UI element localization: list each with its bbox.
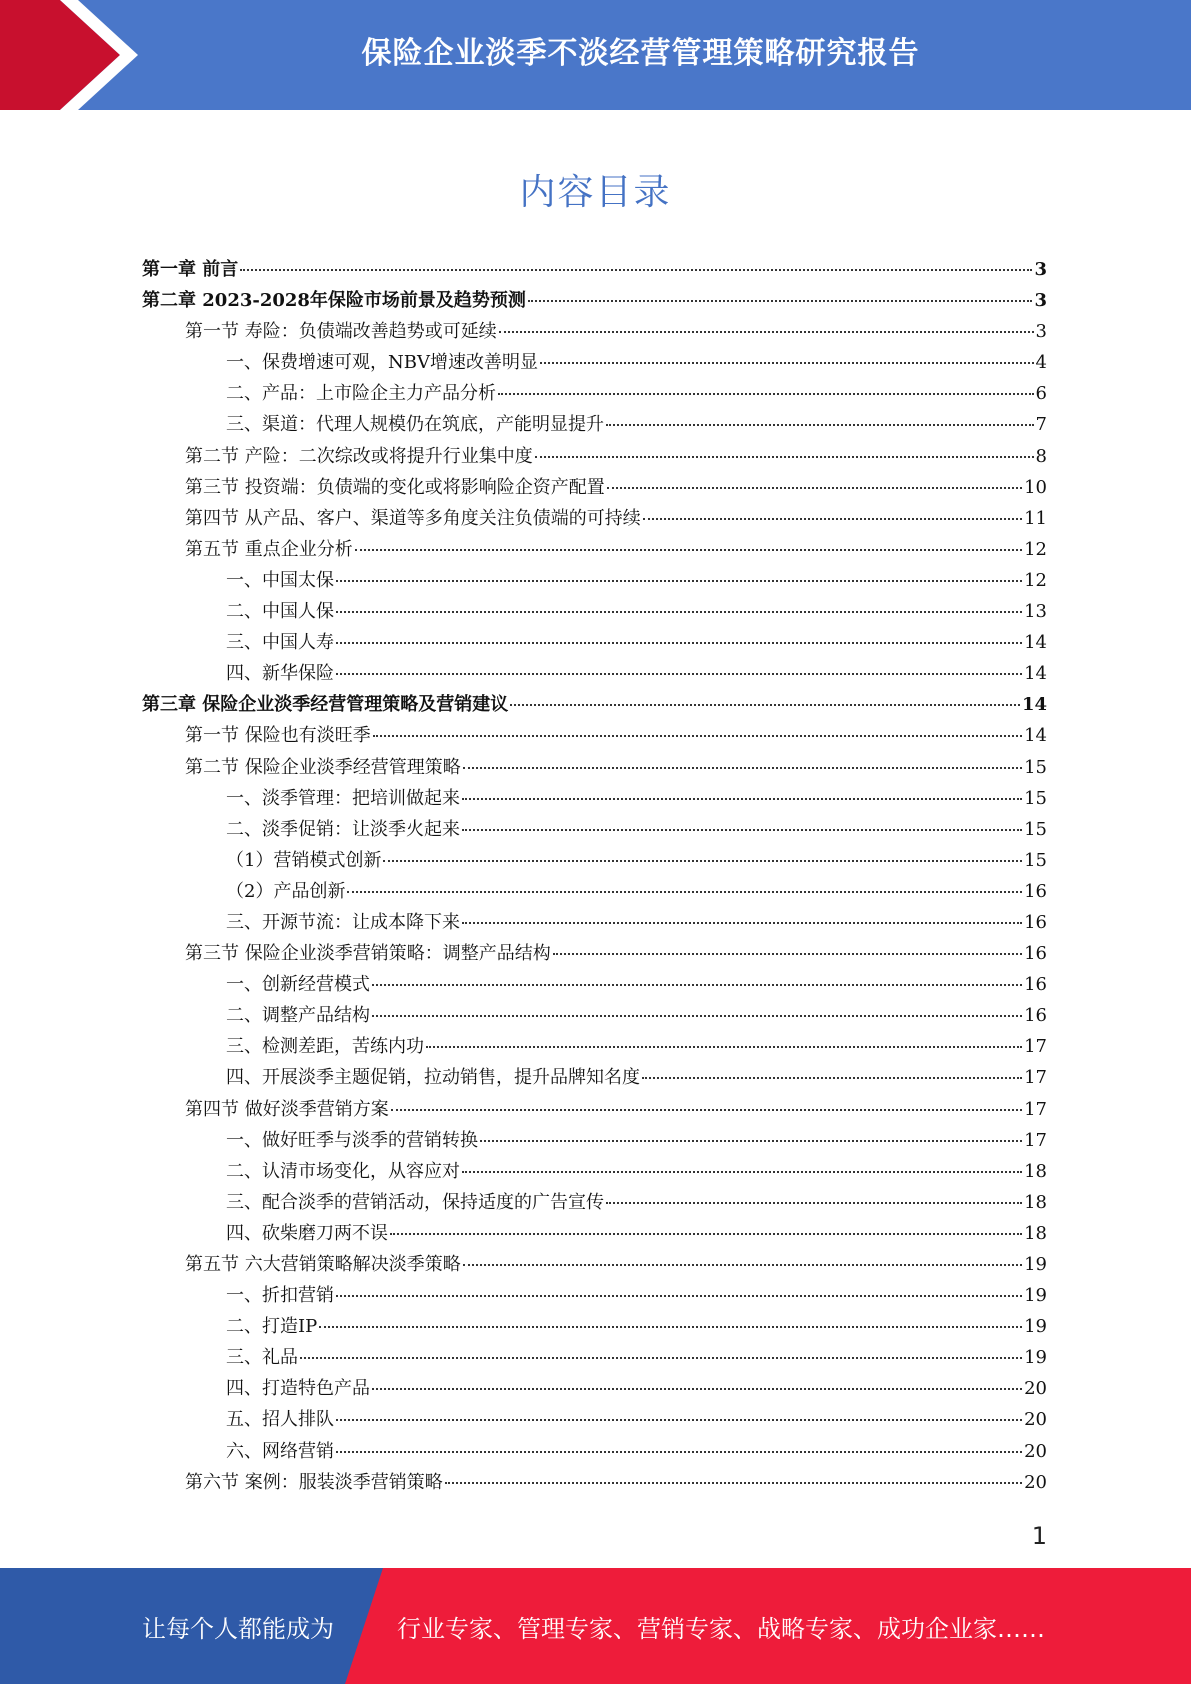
toc-entry[interactable] — [0, 347, 1191, 378]
toc-entry-title: 四、新华保险 — [226, 663, 334, 685]
toc-leader-dots — [336, 642, 1022, 644]
toc-entry-title: 第二节 保险企业淡季经营管理策略 — [185, 756, 461, 778]
toc-entry-title: 一、中国太保 — [226, 569, 334, 591]
toc-entry-page: 18 — [1024, 1191, 1047, 1213]
toc-entry-title: 一、创新经营模式 — [226, 974, 370, 996]
toc-entry-page: 14 — [1024, 632, 1047, 654]
toc-entry-title: 第二节 产险：二次综改或将提升行业集中度 — [185, 445, 533, 467]
toc-leader-dots — [347, 891, 1022, 893]
toc-entry-page: 15 — [1024, 756, 1047, 778]
toc-entry-title: 三、配合淡季的营销活动，保持适度的广告宣传 — [226, 1191, 604, 1213]
toc-entry-title: 一、保费增速可观，NBV增速改善明显 — [226, 352, 538, 374]
toc-entry-page: 17 — [1024, 1098, 1047, 1120]
toc-entry-page: 17 — [1024, 1129, 1047, 1151]
toc-entry[interactable] — [0, 876, 1191, 907]
toc-entry[interactable] — [0, 689, 1191, 720]
table-of-contents — [0, 254, 1191, 1498]
toc-entry-page: 20 — [1024, 1378, 1047, 1400]
toc-entry-page: 18 — [1024, 1160, 1047, 1182]
toc-entry-page: 12 — [1024, 538, 1047, 560]
toc-entry-title: （2）产品创新 — [226, 880, 346, 902]
toc-leader-dots — [463, 1264, 1022, 1266]
toc-entry-title: 第二章 2023-2028年保险市场前景及趋势预测 — [142, 290, 526, 312]
toc-leader-dots — [300, 1357, 1022, 1359]
toc-leader-dots — [462, 922, 1022, 924]
toc-entry[interactable] — [0, 1000, 1191, 1031]
toc-entry-title: 第一节 保险也有淡旺季 — [185, 725, 371, 747]
toc-entry-title: 第六节 案例：服装淡季营销策略 — [185, 1471, 443, 1493]
toc-entry-page: 20 — [1024, 1440, 1047, 1462]
toc-entry[interactable] — [0, 658, 1191, 689]
toc-leader-dots — [336, 580, 1022, 582]
toc-entry[interactable] — [0, 316, 1191, 347]
toc-leader-dots — [372, 1388, 1022, 1390]
toc-entry-title: 二、淡季促销：让淡季火起来 — [226, 818, 460, 840]
toc-entry-page: 16 — [1024, 880, 1047, 902]
toc-entry[interactable] — [0, 1467, 1191, 1498]
toc-entry[interactable] — [0, 285, 1191, 316]
toc-leader-dots — [336, 1451, 1022, 1453]
toc-leader-dots — [355, 549, 1022, 551]
toc-entry-title: 第五节 六大营销策略解决淡季策略 — [185, 1254, 461, 1275]
toc-entry[interactable] — [0, 1125, 1191, 1156]
toc-leader-dots — [336, 673, 1022, 675]
toc-entry[interactable] — [0, 1436, 1191, 1467]
toc-entry[interactable] — [0, 1373, 1191, 1404]
toc-entry-page: 19 — [1024, 1254, 1047, 1275]
toc-leader-dots — [642, 1077, 1022, 1079]
toc-entry-title: 一、淡季管理：把培训做起来 — [226, 787, 460, 809]
toc-entry-title: 第五节 重点企业分析 — [185, 538, 353, 560]
toc-leader-dots — [499, 331, 1034, 333]
toc-entry-title: 三、中国人寿 — [226, 632, 334, 654]
toc-leader-dots — [372, 1015, 1022, 1017]
toc-entry-page: 7 — [1035, 414, 1047, 436]
toc-leader-dots — [336, 611, 1022, 613]
toc-entry[interactable] — [0, 783, 1191, 814]
toc-entry-page: 12 — [1024, 569, 1047, 591]
toc-entry-title: 第四节 做好淡季营销方案 — [185, 1098, 389, 1120]
toc-entry[interactable] — [0, 1031, 1191, 1062]
toc-leader-dots — [319, 1326, 1022, 1328]
toc-entry-title: 第一节 寿险：负债端改善趋势或可延续 — [185, 321, 497, 343]
toc-entry[interactable] — [0, 1156, 1191, 1187]
toc-entry[interactable] — [0, 254, 1191, 285]
toc-entry[interactable] — [0, 409, 1191, 440]
toc-entry[interactable] — [0, 720, 1191, 751]
toc-leader-dots — [480, 1140, 1022, 1142]
toc-entry-title: 第三节 投资端：负债端的变化或将影响险企资产配置 — [185, 476, 605, 498]
toc-entry-title: 三、渠道：代理人规模仍在筑底，产能明显提升 — [226, 414, 604, 436]
toc-leader-dots — [445, 1482, 1022, 1484]
toc-entry-page: 16 — [1024, 943, 1047, 965]
toc-leader-dots — [391, 1109, 1022, 1111]
toc-entry-title: 一、做好旺季与淡季的营销转换 — [226, 1129, 478, 1151]
toc-leader-dots — [498, 393, 1034, 395]
header-band — [0, 0, 1191, 110]
toc-leader-dots — [606, 424, 1034, 426]
toc-leader-dots — [606, 1202, 1022, 1204]
toc-entry-title: 六、网络营销 — [226, 1440, 334, 1462]
toc-entry-title: 二、打造IP — [226, 1316, 318, 1338]
toc-entry-title: 二、中国人保 — [226, 601, 334, 623]
toc-entry[interactable] — [0, 845, 1191, 876]
toc-leader-dots — [426, 1046, 1022, 1048]
toc-entry-page: 16 — [1024, 911, 1047, 933]
toc-entry-page: 16 — [1024, 1005, 1047, 1027]
toc-entry-page: 19 — [1024, 1285, 1047, 1307]
toc-entry-title: 三、礼品 — [226, 1347, 298, 1369]
toc-entry-title: 二、调整产品结构 — [226, 1005, 370, 1027]
footer-slogan-left: 让每个人都能成为 — [142, 1614, 334, 1643]
toc-leader-dots — [462, 829, 1022, 831]
toc-leader-dots — [553, 953, 1022, 955]
toc-entry[interactable] — [0, 1404, 1191, 1435]
toc-entry[interactable] — [0, 1218, 1191, 1249]
toc-leader-dots — [336, 1295, 1022, 1297]
toc-entry-page: 19 — [1024, 1316, 1047, 1338]
toc-leader-dots — [336, 1419, 1022, 1421]
toc-entry[interactable] — [0, 1249, 1191, 1280]
toc-entry[interactable] — [0, 938, 1191, 969]
toc-entry-title: （1）营销模式创新 — [226, 849, 382, 871]
toc-entry-page: 10 — [1024, 476, 1047, 498]
toc-entry-page: 14 — [1024, 663, 1047, 685]
toc-entry-title: 第三章 保险企业淡季经营管理策略及营销建议 — [142, 694, 509, 716]
toc-entry-page: 19 — [1024, 1347, 1047, 1369]
toc-entry[interactable] — [0, 441, 1191, 472]
toc-entry[interactable] — [0, 1311, 1191, 1342]
toc-entry[interactable] — [0, 565, 1191, 596]
toc-entry-title: 第一章 前言 — [142, 259, 239, 280]
toc-entry[interactable] — [0, 596, 1191, 627]
toc-entry-page: 15 — [1024, 849, 1047, 871]
footer-slogan-right: 行业专家、管理专家、营销专家、战略专家、成功企业家…… — [397, 1614, 1045, 1643]
toc-leader-dots — [383, 860, 1022, 862]
toc-leader-dots — [535, 456, 1034, 458]
toc-entry[interactable] — [0, 378, 1191, 409]
toc-leader-dots — [462, 798, 1022, 800]
toc-entry-page: 20 — [1024, 1471, 1047, 1493]
toc-entry-page: 6 — [1035, 383, 1047, 405]
footer-band — [0, 1568, 1191, 1684]
toc-entry[interactable] — [0, 814, 1191, 845]
toc-leader-dots — [373, 735, 1022, 737]
toc-entry-title: 三、开源节流：让成本降下来 — [226, 911, 460, 933]
toc-entry-title: 四、开展淡季主题促销，拉动销售，提升品牌知名度 — [226, 1067, 640, 1089]
toc-entry[interactable] — [0, 534, 1191, 565]
report-title: 保险企业淡季不淡经营管理策略研究报告 — [361, 36, 920, 71]
toc-entry[interactable] — [0, 907, 1191, 938]
toc-entry-page: 20 — [1024, 1409, 1047, 1431]
toc-entry-page: 14 — [1024, 725, 1047, 747]
toc-entry[interactable] — [0, 752, 1191, 783]
toc-leader-dots — [528, 300, 1033, 302]
toc-entry[interactable] — [0, 503, 1191, 534]
toc-entry-title: 五、招人排队 — [226, 1409, 334, 1431]
toc-leader-dots — [510, 704, 1020, 706]
toc-entry-page: 8 — [1035, 445, 1047, 467]
toc-leader-dots — [390, 1233, 1022, 1235]
toc-entry-title: 三、检测差距，苦练内功 — [226, 1036, 424, 1058]
toc-entry-title: 四、打造特色产品 — [226, 1378, 370, 1400]
toc-entry[interactable] — [0, 472, 1191, 503]
toc-entry-page: 17 — [1024, 1036, 1047, 1058]
toc-entry-page: 3 — [1034, 290, 1047, 312]
toc-entry-title: 第四节 从产品、客户、渠道等多角度关注负债端的可持续 — [185, 507, 641, 529]
toc-leader-dots — [240, 269, 1032, 271]
toc-leader-dots — [607, 487, 1022, 489]
toc-leader-dots — [540, 362, 1034, 364]
toc-entry-page: 4 — [1035, 352, 1047, 374]
toc-entry-page: 17 — [1024, 1067, 1047, 1089]
toc-entry-title: 二、认清市场变化，从容应对 — [226, 1160, 460, 1182]
toc-entry-title: 一、折扣营销 — [226, 1285, 334, 1307]
toc-entry-page: 3 — [1034, 259, 1047, 280]
toc-entry[interactable] — [0, 969, 1191, 1000]
toc-leader-dots — [463, 767, 1022, 769]
toc-entry-page: 18 — [1024, 1222, 1047, 1244]
page-number: 1 — [1031, 1522, 1047, 1550]
toc-entry-page: 14 — [1021, 694, 1047, 716]
toc-entry[interactable] — [0, 1187, 1191, 1218]
toc-leader-dots — [643, 518, 1022, 520]
toc-heading: 内容目录 — [519, 172, 672, 213]
toc-entry-page: 3 — [1035, 321, 1047, 343]
toc-entry[interactable] — [0, 627, 1191, 658]
toc-entry[interactable] — [0, 1342, 1191, 1373]
toc-entry-page: 15 — [1024, 787, 1047, 809]
toc-entry-title: 四、砍柴磨刀两不误 — [226, 1222, 388, 1244]
toc-entry-page: 16 — [1024, 974, 1047, 996]
toc-entry[interactable] — [0, 1280, 1191, 1311]
toc-leader-dots — [372, 984, 1022, 986]
toc-entry-page: 13 — [1024, 601, 1047, 623]
toc-entry[interactable] — [0, 1062, 1191, 1093]
toc-entry[interactable] — [0, 1094, 1191, 1125]
toc-entry-page: 11 — [1024, 507, 1047, 529]
toc-entry-page: 15 — [1024, 818, 1047, 840]
toc-leader-dots — [462, 1171, 1022, 1173]
toc-entry-title: 二、产品：上市险企主力产品分析 — [226, 383, 496, 405]
toc-entry-title: 第三节 保险企业淡季营销策略：调整产品结构 — [185, 943, 551, 965]
